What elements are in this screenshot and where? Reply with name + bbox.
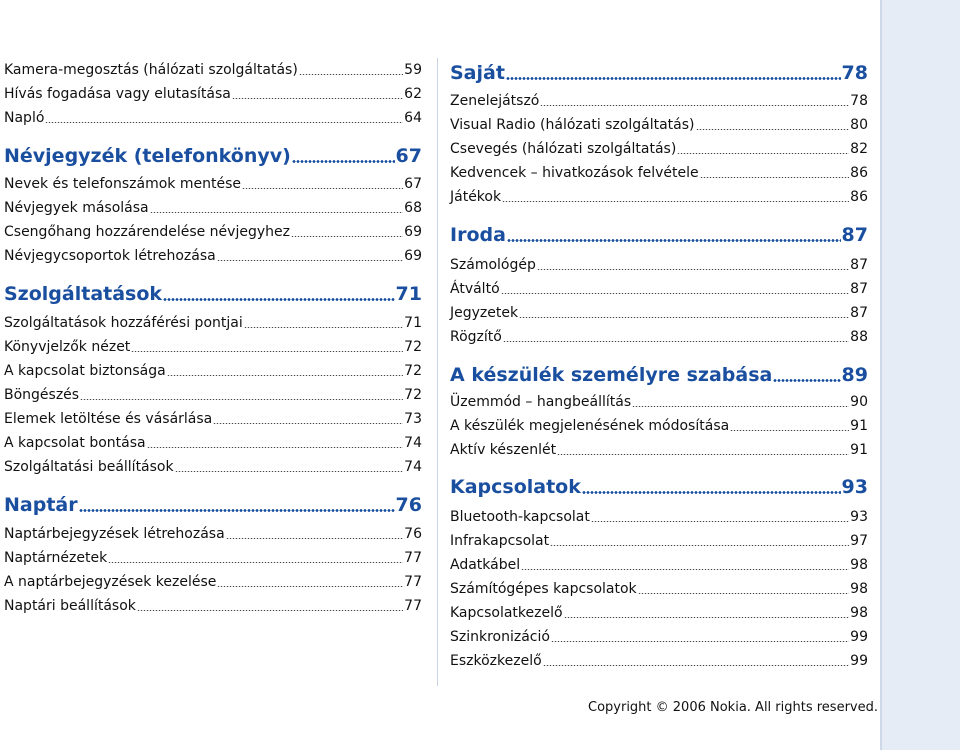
- entry-title: Névjegycsoportok létrehozása: [4, 248, 216, 264]
- dot-leader: [79, 509, 395, 512]
- entry-title: Hívás fogadása vagy elutasítása: [4, 86, 231, 102]
- dot-leader: [677, 153, 849, 154]
- entry-title: Visual Radio (hálózati szolgáltatás): [450, 117, 695, 133]
- dot-leader: [564, 617, 850, 618]
- toc-entry: [450, 507, 868, 527]
- page-number: 87: [850, 281, 868, 297]
- dot-leader: [507, 239, 841, 242]
- page-number: 69: [404, 224, 422, 240]
- page-number: 88: [850, 329, 868, 345]
- toc-entry: [4, 361, 422, 381]
- page-number: 93: [841, 476, 868, 498]
- page-number: 71: [404, 315, 422, 331]
- dot-leader: [217, 586, 403, 587]
- toc-entry: [4, 457, 422, 477]
- dot-leader: [700, 177, 850, 178]
- dot-leader: [632, 406, 849, 407]
- entry-title: Jegyzetek: [450, 305, 519, 321]
- dot-leader: [299, 74, 403, 75]
- page-number: 98: [850, 557, 868, 573]
- entry-title: Zenelejátszó: [450, 93, 540, 109]
- page-number: 86: [850, 189, 868, 205]
- dot-leader: [147, 447, 404, 448]
- entry-title: Könyvjelzők nézet: [4, 339, 131, 355]
- toc-entry: [4, 313, 422, 333]
- entry-title: Szolgáltatási beállítások: [4, 459, 174, 475]
- dot-leader: [730, 430, 849, 431]
- entry-title: Kedvencek – hivatkozások felvétele: [450, 165, 699, 181]
- page-number: 99: [850, 629, 868, 645]
- entry-title: A készülék megjelenésének módosítása: [450, 418, 730, 434]
- entry-title: Üzemmód – hangbeállítás: [450, 394, 632, 410]
- toc-entry: [450, 139, 868, 159]
- dot-leader: [503, 341, 849, 342]
- page-number: 72: [404, 387, 422, 403]
- page-number: 64: [404, 110, 422, 126]
- page-number: 82: [850, 141, 868, 157]
- dot-leader: [582, 491, 841, 494]
- dot-leader: [543, 665, 850, 666]
- section-title: Névjegyzék (telefonkönyv): [4, 145, 291, 167]
- entry-title: Elemek letöltése és vásárlása: [4, 411, 213, 427]
- section-title: Saját: [450, 62, 505, 84]
- dot-leader: [591, 521, 849, 522]
- entry-title: Kamera-megosztás (hálózati szolgáltatás): [4, 62, 298, 78]
- toc-entry: [450, 91, 868, 111]
- toc-section-heading: [450, 60, 868, 86]
- column-divider: [437, 58, 438, 686]
- dot-leader: [550, 545, 849, 546]
- dot-leader: [506, 77, 841, 80]
- toc-entry: [450, 651, 868, 671]
- toc-entry: [4, 337, 422, 357]
- toc-section-heading: [450, 222, 868, 248]
- dot-leader: [175, 471, 404, 472]
- page-number: 86: [850, 165, 868, 181]
- entry-title: Adatkábel: [450, 557, 521, 573]
- dot-leader: [551, 641, 849, 642]
- entry-title: A kapcsolat bontása: [4, 435, 146, 451]
- toc-section-heading: [450, 474, 868, 500]
- page-number: 91: [850, 418, 868, 434]
- section-title: Naptár: [4, 494, 78, 516]
- dot-leader: [232, 98, 403, 99]
- entry-title: Bluetooth-kapcsolat: [450, 509, 590, 525]
- toc-entry: [4, 572, 422, 592]
- entry-title: Névjegyek másolása: [4, 200, 149, 216]
- toc-entry: [4, 108, 422, 128]
- entry-title: Aktív készenlét: [450, 442, 557, 458]
- page-number: 80: [850, 117, 868, 133]
- toc-entry: [450, 555, 868, 575]
- entry-title: Szolgáltatások hozzáférési pontjai: [4, 315, 243, 331]
- page-number: 67: [395, 145, 422, 167]
- copyright-notice: Copyright © 2006 Nokia. All rights reserved.: [588, 700, 878, 715]
- toc-entry: [450, 603, 868, 623]
- dot-leader: [213, 423, 403, 424]
- dot-leader: [217, 260, 403, 261]
- toc-section-heading: [4, 492, 422, 518]
- page-number: 76: [395, 494, 422, 516]
- page-number: 67: [404, 176, 422, 192]
- toc-entry: [4, 596, 422, 616]
- toc-entry: [4, 548, 422, 568]
- page-number: 87: [850, 257, 868, 273]
- section-title: Kapcsolatok: [450, 476, 581, 498]
- toc-entry: [4, 524, 422, 544]
- page-number: 76: [404, 526, 422, 542]
- toc-entry: [450, 392, 868, 412]
- entry-title: Számítógépes kapcsolatok: [450, 581, 637, 597]
- section-title: A készülék személyre szabása: [450, 364, 773, 386]
- dot-leader: [521, 569, 849, 570]
- toc-entry: [450, 531, 868, 551]
- page-number: 59: [404, 62, 422, 78]
- page-edge-bar: [880, 0, 960, 750]
- dot-leader: [150, 212, 404, 213]
- entry-title: Szinkronizáció: [450, 629, 550, 645]
- entry-title: A kapcsolat biztonsága: [4, 363, 166, 379]
- page-number: 78: [841, 62, 868, 84]
- page-number: 98: [850, 581, 868, 597]
- page-number: 71: [395, 283, 422, 305]
- toc-entry: [450, 255, 868, 275]
- page-number: 74: [404, 435, 422, 451]
- entry-title: Naptárnézetek: [4, 550, 108, 566]
- toc-entry: [450, 327, 868, 347]
- dot-leader: [131, 351, 403, 352]
- entry-title: Napló: [4, 110, 45, 126]
- page-number: 77: [404, 598, 422, 614]
- dot-leader: [292, 160, 395, 163]
- page-number: 93: [850, 509, 868, 525]
- toc-entry: [4, 246, 422, 266]
- dot-leader: [638, 593, 850, 594]
- toc-entry: [4, 60, 422, 80]
- toc-entry: [450, 279, 868, 299]
- toc-entry: [4, 174, 422, 194]
- dot-leader: [557, 454, 849, 455]
- page-number: 77: [404, 550, 422, 566]
- page-number: 89: [841, 364, 868, 386]
- toc-entry: [450, 115, 868, 135]
- dot-leader: [226, 538, 404, 539]
- toc-entry: [450, 627, 868, 647]
- toc-entry: [4, 84, 422, 104]
- dot-leader: [502, 201, 849, 202]
- entry-title: Átváltó: [450, 281, 500, 297]
- entry-title: Nevek és telefonszámok mentése: [4, 176, 241, 192]
- page-number: 87: [841, 224, 868, 246]
- dot-leader: [167, 375, 403, 376]
- page-number: 62: [404, 86, 422, 102]
- dot-leader: [80, 399, 403, 400]
- entry-title: Rögzítő: [450, 329, 502, 345]
- toc-section-heading: [450, 362, 868, 388]
- page-number: 68: [404, 200, 422, 216]
- toc-entry: [450, 303, 868, 323]
- section-title: Iroda: [450, 224, 506, 246]
- toc-entry: [4, 198, 422, 218]
- toc-entry: [4, 409, 422, 429]
- toc-entry: [450, 440, 868, 460]
- toc-section-heading: [4, 143, 422, 169]
- page-number: 73: [404, 411, 422, 427]
- entry-title: Naptári beállítások: [4, 598, 136, 614]
- page-number: 77: [404, 574, 422, 590]
- toc-entry: [4, 433, 422, 453]
- page-number: 72: [404, 363, 422, 379]
- entry-title: Infrakapcsolat: [450, 533, 550, 549]
- page-number: 87: [850, 305, 868, 321]
- page-number: 78: [850, 93, 868, 109]
- page-number: 90: [850, 394, 868, 410]
- page-number: 97: [850, 533, 868, 549]
- entry-title: Játékok: [450, 189, 502, 205]
- page-number: 72: [404, 339, 422, 355]
- toc-entry: [4, 222, 422, 242]
- entry-title: Naptárbejegyzések létrehozása: [4, 526, 225, 542]
- page-number: 91: [850, 442, 868, 458]
- dot-leader: [696, 129, 850, 130]
- dot-leader: [519, 317, 849, 318]
- toc-entry: [450, 416, 868, 436]
- dot-leader: [291, 236, 403, 237]
- dot-leader: [163, 298, 394, 301]
- dot-leader: [537, 269, 849, 270]
- dot-leader: [501, 293, 850, 294]
- toc-entry: [4, 385, 422, 405]
- toc-section-heading: [4, 281, 422, 307]
- dot-leader: [108, 562, 403, 563]
- entry-title: Csevegés (hálózati szolgáltatás): [450, 141, 677, 157]
- page-number: 74: [404, 459, 422, 475]
- dot-leader: [137, 610, 403, 611]
- entry-title: Számológép: [450, 257, 536, 273]
- entry-title: Eszközkezelő: [450, 653, 542, 669]
- entry-title: Kapcsolatkezelő: [450, 605, 563, 621]
- dot-leader: [540, 105, 849, 106]
- section-title: Szolgáltatások: [4, 283, 163, 305]
- page-number: 69: [404, 248, 422, 264]
- page-number: 99: [850, 653, 868, 669]
- toc-entry: [450, 579, 868, 599]
- entry-title: Böngészés: [4, 387, 80, 403]
- page-number: 98: [850, 605, 868, 621]
- entry-title: Csengőhang hozzárendelése névjegyhez: [4, 224, 290, 240]
- toc-entry: [450, 163, 868, 183]
- dot-leader: [773, 379, 840, 382]
- toc-entry: [450, 187, 868, 207]
- dot-leader: [242, 188, 403, 189]
- dot-leader: [45, 122, 403, 123]
- entry-title: A naptárbejegyzések kezelése: [4, 574, 217, 590]
- dot-leader: [244, 327, 403, 328]
